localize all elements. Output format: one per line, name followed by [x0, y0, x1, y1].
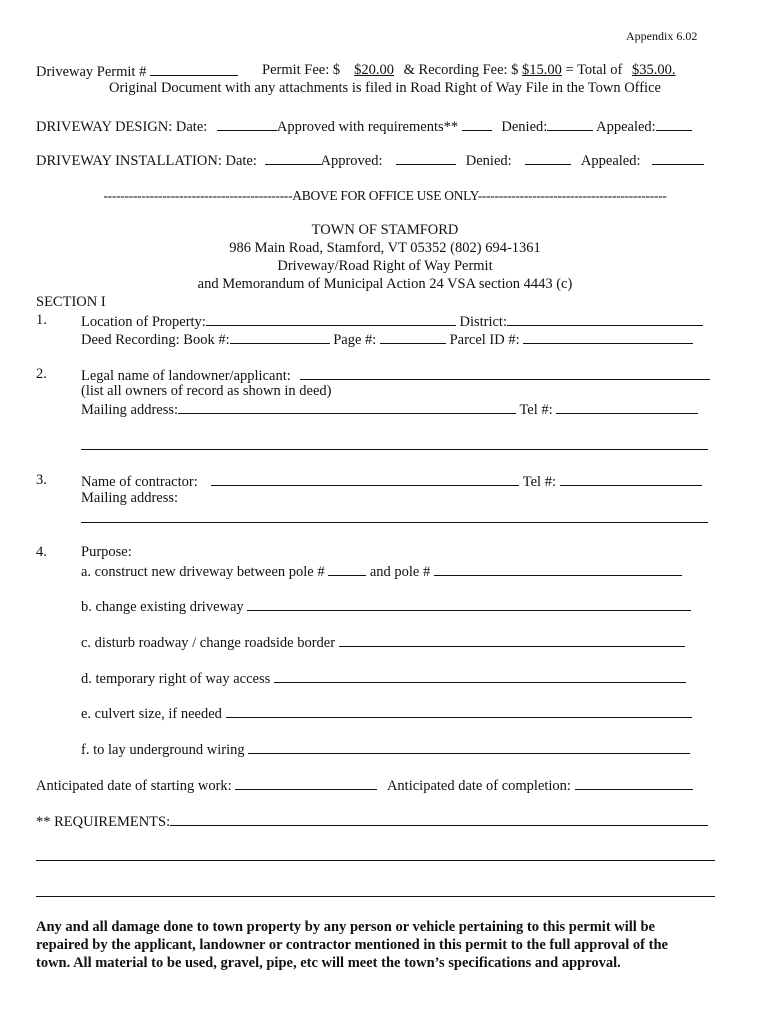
deed-book-label: Deed Recording: Book #: [81, 332, 230, 348]
contractor-tel-field[interactable] [560, 472, 702, 486]
requirements-line3[interactable] [36, 896, 715, 897]
notice-line-3: town. All material to be used, gravel, pipe, etc will meet the town’s specifications and approval. [36, 955, 621, 971]
design-date-field[interactable] [217, 117, 277, 131]
contractor-mailing-label: Mailing address: [81, 490, 179, 506]
purpose-a-row [81, 562, 682, 581]
landowner-mailing-field[interactable] [178, 400, 516, 414]
q3-number: 3. [36, 472, 47, 488]
start-date-field[interactable] [235, 776, 377, 790]
q1-location-row [81, 312, 703, 331]
contractor-label: Name of contractor: [81, 474, 198, 490]
purpose-f-row [81, 740, 690, 759]
pole-from-field[interactable] [328, 562, 366, 576]
permit-fee-label: Permit Fee: $ [262, 62, 341, 78]
contractor-mailing-field[interactable] [81, 522, 708, 523]
requirements-line2[interactable] [36, 860, 715, 861]
design-row [36, 117, 692, 136]
parcel-id-field[interactable] [523, 330, 693, 344]
purpose-a-label: a. construct new driveway between pole # [81, 564, 325, 580]
district-field[interactable] [507, 312, 703, 326]
permit-title: Driveway/Road Right of Way Permit [277, 258, 493, 274]
town-name: TOWN OF STAMFORD [311, 222, 459, 238]
fee-row [262, 62, 676, 79]
landowner-label: Legal name of landowner/applicant: [81, 368, 291, 384]
requirements-row [36, 812, 708, 831]
permit-fee-value: $20.00 [354, 62, 395, 78]
q1-deed-row [81, 330, 693, 349]
q4-number: 4. [36, 544, 47, 560]
purpose-f-label: f. to lay underground wiring [81, 742, 245, 758]
install-row [36, 151, 704, 170]
design-approved-field[interactable] [462, 117, 492, 131]
q2-number: 2. [36, 366, 47, 382]
deed-page-label: Page #: [333, 332, 377, 348]
requirements-field[interactable] [170, 812, 708, 826]
total-value: $35.00. [632, 62, 676, 78]
purpose-c-field[interactable] [339, 633, 685, 647]
appendix-label: Appendix 6.02 [626, 29, 698, 43]
install-date-label: DRIVEWAY INSTALLATION: Date: [36, 153, 257, 169]
design-denied-label: Denied: [501, 119, 548, 135]
install-appealed-field[interactable] [652, 151, 704, 165]
landowner-tel-field[interactable] [556, 400, 698, 414]
design-date-label: DRIVEWAY DESIGN: Date: [36, 119, 208, 135]
location-label: Location of Property: [81, 314, 206, 330]
purpose-d-field[interactable] [274, 669, 686, 683]
purpose-e-label: e. culvert size, if needed [81, 706, 222, 722]
permit-subtitle: and Memorandum of Municipal Action 24 VSA section 4443 (c) [197, 276, 573, 292]
purpose-d-row [81, 669, 686, 688]
install-denied-field[interactable] [525, 151, 571, 165]
design-denied-field[interactable] [547, 117, 593, 131]
design-appealed-field[interactable] [656, 117, 692, 131]
q3-contractor-row [81, 472, 702, 491]
deed-book-field[interactable] [230, 330, 330, 344]
parcel-id-label: Parcel ID #: [449, 332, 520, 348]
purpose-b-row [81, 597, 691, 616]
town-address: 986 Main Road, Stamford, VT 05352 (802) 694-1361 [229, 240, 541, 256]
install-appealed-label: Appealed: [580, 153, 641, 169]
install-denied-label: Denied: [465, 153, 512, 169]
total-label: = Total of [565, 62, 623, 78]
notice-line-2: repaired by the applicant, landowner or contractor mentioned in this permit to the full approval of the [36, 937, 668, 953]
permit-number-row [36, 62, 238, 81]
recording-fee-label: & Recording Fee: $ [403, 62, 519, 78]
purpose-a-and-label: and pole # [369, 564, 431, 580]
pole-to-field[interactable] [434, 562, 682, 576]
q1-number: 1. [36, 312, 47, 328]
purpose-e-field[interactable] [226, 704, 692, 718]
install-approved-field[interactable] [396, 151, 456, 165]
recording-fee-value: $15.00 [522, 62, 562, 78]
start-date-label: Anticipated date of starting work: [36, 778, 232, 794]
section-title: SECTION I [36, 294, 106, 310]
landowner-field[interactable] [300, 366, 710, 380]
purpose-b-field[interactable] [247, 597, 691, 611]
notice-line-1: Any and all damage done to town property by any person or vehicle pertaining to this permit will be [36, 919, 655, 935]
contractor-tel-label: Tel #: [522, 474, 556, 490]
install-date-field[interactable] [265, 151, 321, 165]
requirements-label: ** REQUIREMENTS: [36, 814, 171, 830]
deed-page-field[interactable] [380, 330, 446, 344]
location-field[interactable] [206, 312, 456, 326]
purpose-d-label: d. temporary right of way access [81, 671, 271, 687]
design-approved-label: Approved with requirements** [276, 119, 459, 135]
permit-number-label: Driveway Permit # [36, 64, 147, 80]
dates-row [36, 776, 693, 795]
design-appealed-label: Appealed: [596, 119, 656, 135]
install-approved-label: Approved: [320, 153, 383, 169]
landowner-mailing-label: Mailing address: [81, 402, 179, 418]
purpose-c-label: c. disturb roadway / change roadside border [81, 635, 336, 651]
purpose-c-row [81, 633, 685, 652]
permit-number-field[interactable] [150, 62, 238, 76]
filing-note: Original Document with any attachments is filed in Road Right of Way File in the Town Office [109, 80, 661, 96]
purpose-label: Purpose: [81, 544, 132, 560]
q2-mailing-row [81, 400, 698, 419]
completion-date-field[interactable] [575, 776, 693, 790]
landowner-tel-label: Tel #: [519, 402, 553, 418]
contractor-field[interactable] [211, 472, 519, 486]
purpose-b-label: b. change existing driveway [81, 599, 244, 615]
landowner-note: (list all owners of record as shown in deed) [81, 383, 332, 399]
completion-date-label: Anticipated date of completion: [386, 778, 571, 794]
purpose-e-row [81, 704, 692, 723]
purpose-f-field[interactable] [248, 740, 690, 754]
landowner-mailing-line2[interactable] [81, 449, 708, 450]
district-label: District: [459, 314, 507, 330]
office-use-divider: ---------------------------------------------ABOVE FOR OFFICE USE ONLY--------------------------------------------- [103, 188, 667, 203]
